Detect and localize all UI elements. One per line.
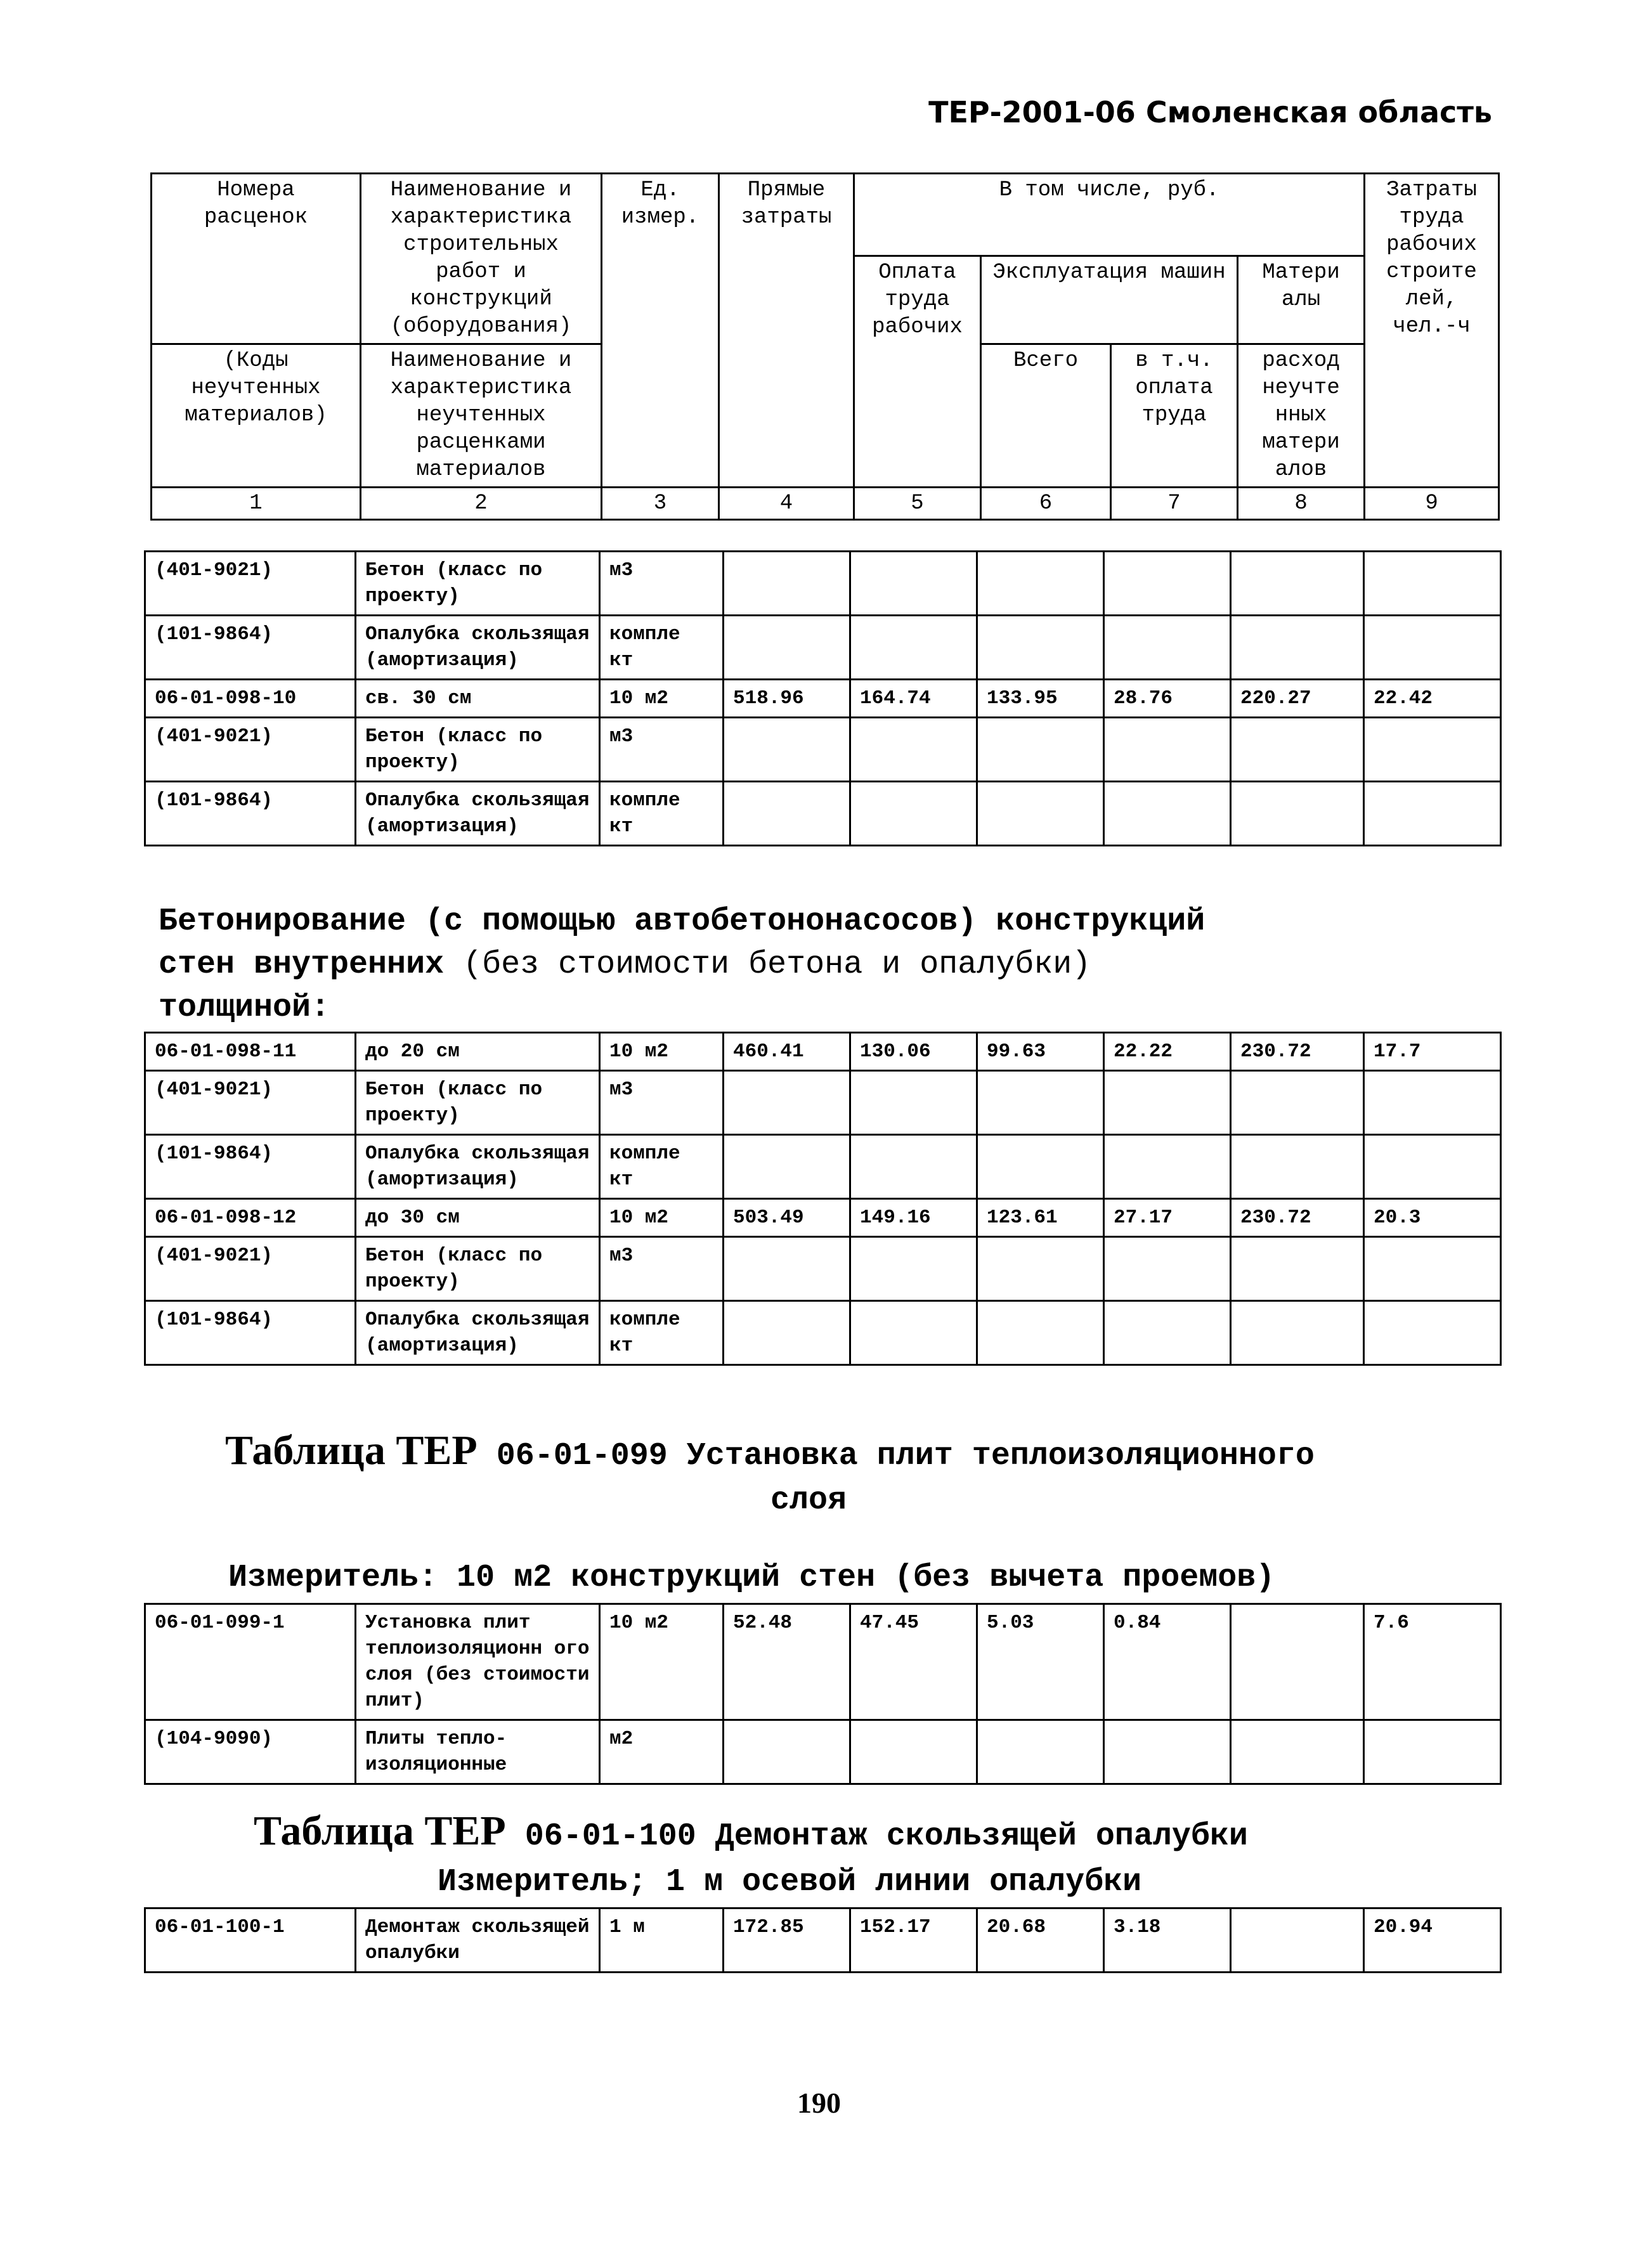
cell-code: (401-9021) (145, 718, 356, 782)
cell-mach-labor (1104, 1720, 1231, 1784)
cell-direct: 503.49 (724, 1199, 850, 1237)
cell-mat (1231, 1908, 1364, 1973)
cell-unit: м3 (600, 1237, 724, 1301)
cell-mat (1231, 552, 1364, 616)
section-heading-line1: Бетонирование (с помощью автобетононасосов) конструкций (159, 904, 1206, 940)
cell-direct (724, 782, 850, 846)
cell-mach-labor: 3.18 (1104, 1908, 1231, 1973)
col-number: 1 (152, 488, 361, 520)
cell-name: до 30 см (356, 1199, 600, 1237)
table-row (145, 1908, 1501, 1973)
cell-hours: 17.7 (1364, 1033, 1501, 1071)
cell-labor (850, 1237, 977, 1301)
cell-mach-labor: 27.17 (1104, 1199, 1231, 1237)
cell-mach (977, 1135, 1104, 1199)
header-machine-labor: в т.ч. оплата труда (1111, 344, 1238, 488)
cell-hours: 20.3 (1364, 1199, 1501, 1237)
table-row (145, 616, 1501, 680)
cell-name: Бетон (класс по проекту) (356, 552, 600, 616)
cell-labor: 47.45 (850, 1604, 977, 1720)
cell-mach (977, 1720, 1104, 1784)
cell-mach: 5.03 (977, 1604, 1104, 1720)
cell-name: Плиты тепло-изоляционные (356, 1720, 600, 1784)
cell-labor (850, 1720, 977, 1784)
cell-mat (1231, 1237, 1364, 1301)
cell-unit: 10 м2 (600, 1033, 724, 1071)
cell-labor (850, 782, 977, 846)
col-number: 6 (981, 488, 1111, 520)
cell-direct: 52.48 (724, 1604, 850, 1720)
table-099-title (225, 1427, 1315, 1475)
cell-unit: м3 (600, 1071, 724, 1135)
cell-mach: 133.95 (977, 680, 1104, 718)
table-row (145, 782, 1501, 846)
section-heading (159, 900, 1205, 1030)
cell-direct (724, 1720, 850, 1784)
col-number: 5 (854, 488, 981, 520)
cell-name: Бетон (класс по проекту) (356, 1237, 600, 1301)
table-row (145, 1720, 1501, 1784)
cell-labor (850, 552, 977, 616)
cell-mach-labor: 22.22 (1104, 1033, 1231, 1071)
cell-mach (977, 782, 1104, 846)
header-unit: Ед. измер. (602, 174, 719, 488)
cell-hours (1364, 616, 1501, 680)
cell-mach-labor (1104, 1071, 1231, 1135)
cell-mat (1231, 718, 1364, 782)
cell-direct (724, 718, 850, 782)
cell-hours (1364, 552, 1501, 616)
cell-hours: 20.94 (1364, 1908, 1501, 1973)
cell-unit: компле кт (600, 1135, 724, 1199)
cell-direct (724, 616, 850, 680)
cell-mach (977, 1237, 1104, 1301)
cell-name: Демонтаж скользящей опалубки (356, 1908, 600, 1973)
header-machine-total: Всего (981, 344, 1111, 488)
cell-mach-labor (1104, 1237, 1231, 1301)
cell-mat (1231, 616, 1364, 680)
cell-direct: 518.96 (724, 680, 850, 718)
cell-mach-labor (1104, 1301, 1231, 1365)
table-row (145, 1199, 1501, 1237)
cell-mach-labor (1104, 1135, 1231, 1199)
cell-mach (977, 1301, 1104, 1365)
cell-mach: 99.63 (977, 1033, 1104, 1071)
cell-name: до 20 см (356, 1033, 600, 1071)
header-material-codes: (Коды неучтенных материалов) (152, 344, 361, 488)
cell-code: (104-9090) (145, 1720, 356, 1784)
cell-mach-labor (1104, 718, 1231, 782)
header-work-name: Наименование и характеристика строительных работ и конструкций (оборудования) (361, 174, 602, 344)
cell-name: Бетон (класс по проекту) (356, 1071, 600, 1135)
header-direct-costs: Прямые затраты (719, 174, 854, 488)
cell-labor (850, 1301, 977, 1365)
header-materials: Матери алы (1238, 256, 1365, 344)
cell-hours: 7.6 (1364, 1604, 1501, 1720)
cell-name: Установка плит теплоизоляционн ого слоя (без стоимости плит) (356, 1604, 600, 1720)
cell-hours (1364, 1237, 1501, 1301)
cell-code: (101-9864) (145, 1135, 356, 1199)
cell-name: Опалубка скользящая (амортизация) (356, 616, 600, 680)
cell-mat: 230.72 (1231, 1199, 1364, 1237)
page-number: 190 (797, 2087, 841, 2119)
cell-labor (850, 1135, 977, 1199)
cell-code: 06-01-099-1 (145, 1604, 356, 1720)
cell-direct (724, 1237, 850, 1301)
cell-direct (724, 1301, 850, 1365)
cell-hours: 22.42 (1364, 680, 1501, 718)
section-heading-line2-plain: (без стоимости бетона и опалубки) (463, 947, 1091, 983)
section-heading-line2 (159, 943, 1205, 987)
cell-code: 06-01-100-1 (145, 1908, 356, 1973)
cell-labor (850, 718, 977, 782)
cell-mat (1231, 1604, 1364, 1720)
cell-name: Опалубка скользящая (амортизация) (356, 1301, 600, 1365)
cell-mat (1231, 782, 1364, 846)
section-heading-line3: толщиной: (159, 990, 330, 1026)
table-row (145, 1237, 1501, 1301)
header-labor-hours: Затраты труда рабочих строите лей, чел.-ч (1365, 174, 1499, 488)
table-row (145, 1071, 1501, 1135)
cell-hours (1364, 782, 1501, 846)
cell-direct: 460.41 (724, 1033, 850, 1071)
table-099-prefix: Таблица ТЕР (225, 1427, 478, 1474)
header-number-row (152, 488, 1499, 520)
page-header: ТЕР-2001-06 Смоленская область (928, 95, 1492, 129)
col-number: 2 (361, 488, 602, 520)
cell-mach-labor (1104, 552, 1231, 616)
col-number: 3 (602, 488, 719, 520)
cell-name: св. 30 см (356, 680, 600, 718)
table-100-prefix: Таблица ТЕР (254, 1808, 506, 1854)
table-099-title-line2: слоя (770, 1482, 847, 1519)
table-100-measure: Измеритель; 1 м осевой линии опалубки (438, 1864, 1142, 1900)
table-099-title-text: 06-01-099 Установка плит теплоизоляционного (496, 1438, 1315, 1474)
cell-mach (977, 1071, 1104, 1135)
cell-mach (977, 552, 1104, 616)
cell-direct (724, 1135, 850, 1199)
cell-direct: 172.85 (724, 1908, 850, 1973)
table-row (145, 680, 1501, 718)
cell-labor (850, 616, 977, 680)
cell-unit: м2 (600, 1720, 724, 1784)
cell-unit: 1 м (600, 1908, 724, 1973)
table-row (145, 718, 1501, 782)
cell-name: Бетон (класс по проекту) (356, 718, 600, 782)
cell-name: Опалубка скользящая (амортизация) (356, 782, 600, 846)
cell-code: (401-9021) (145, 1071, 356, 1135)
cell-code: (101-9864) (145, 782, 356, 846)
cell-hours (1364, 1301, 1501, 1365)
cell-code: (101-9864) (145, 616, 356, 680)
cell-mach: 20.68 (977, 1908, 1104, 1973)
cell-code: 06-01-098-11 (145, 1033, 356, 1071)
col-number: 8 (1238, 488, 1365, 520)
cell-hours (1364, 1071, 1501, 1135)
column-header-table (150, 172, 1500, 521)
cell-mach-labor: 28.76 (1104, 680, 1231, 718)
rates-table-100 (144, 1907, 1502, 1973)
cell-mach: 123.61 (977, 1199, 1104, 1237)
cell-code: (401-9021) (145, 552, 356, 616)
table-100-title (254, 1807, 1248, 1855)
table-row (145, 1135, 1501, 1199)
cell-unit: компле кт (600, 616, 724, 680)
header-material-consumption: расход неучте нных матери алов (1238, 344, 1365, 488)
cell-labor: 164.74 (850, 680, 977, 718)
cell-hours (1364, 1720, 1501, 1784)
cell-hours (1364, 1135, 1501, 1199)
cell-mach (977, 718, 1104, 782)
cell-mat (1231, 1071, 1364, 1135)
header-rate-number: Номера расценок (152, 174, 361, 344)
cell-mach-labor (1104, 782, 1231, 846)
cell-labor (850, 1071, 977, 1135)
cell-mat: 230.72 (1231, 1033, 1364, 1071)
rates-table-098-11-12 (144, 1032, 1502, 1366)
cell-mach-labor (1104, 616, 1231, 680)
cell-mach-labor: 0.84 (1104, 1604, 1231, 1720)
header-labor-pay: Оплата труда рабочих (854, 256, 981, 488)
rates-table-099 (144, 1603, 1502, 1785)
table-099-measure: Измеритель: 10 м2 конструкций стен (без вычета проемов) (228, 1560, 1275, 1596)
cell-unit: 10 м2 (600, 1604, 724, 1720)
cell-labor: 130.06 (850, 1033, 977, 1071)
rates-table-098-10 (144, 550, 1502, 846)
cell-code: (401-9021) (145, 1237, 356, 1301)
cell-mat (1231, 1301, 1364, 1365)
table-row (145, 1033, 1501, 1071)
cell-code: 06-01-098-10 (145, 680, 356, 718)
cell-mach (977, 616, 1104, 680)
cell-mat (1231, 1720, 1364, 1784)
table-row (145, 1301, 1501, 1365)
cell-mat: 220.27 (1231, 680, 1364, 718)
cell-unit: м3 (600, 552, 724, 616)
cell-labor: 152.17 (850, 1908, 977, 1973)
col-number: 4 (719, 488, 854, 520)
cell-unit: компле кт (600, 1301, 724, 1365)
cell-unit: 10 м2 (600, 680, 724, 718)
cell-unit: 10 м2 (600, 1199, 724, 1237)
header-including: В том числе, руб. (854, 174, 1365, 256)
cell-labor: 149.16 (850, 1199, 977, 1237)
table-row (145, 552, 1501, 616)
cell-unit: м3 (600, 718, 724, 782)
section-heading-line2-bold: стен внутренних (159, 947, 445, 983)
table-row (145, 1604, 1501, 1720)
cell-direct (724, 552, 850, 616)
table-100-title-text: 06-01-100 Демонтаж скользящей опалубки (524, 1818, 1248, 1855)
header-machine-operation: Эксплуатация машин (981, 256, 1238, 344)
cell-direct (724, 1071, 850, 1135)
col-number: 7 (1111, 488, 1238, 520)
cell-name: Опалубка скользящая (амортизация) (356, 1135, 600, 1199)
cell-code: (101-9864) (145, 1301, 356, 1365)
cell-mat (1231, 1135, 1364, 1199)
cell-unit: компле кт (600, 782, 724, 846)
col-number: 9 (1365, 488, 1499, 520)
header-material-names: Наименование и характеристика неучтенных расценками материалов (361, 344, 602, 488)
cell-hours (1364, 718, 1501, 782)
cell-code: 06-01-098-12 (145, 1199, 356, 1237)
